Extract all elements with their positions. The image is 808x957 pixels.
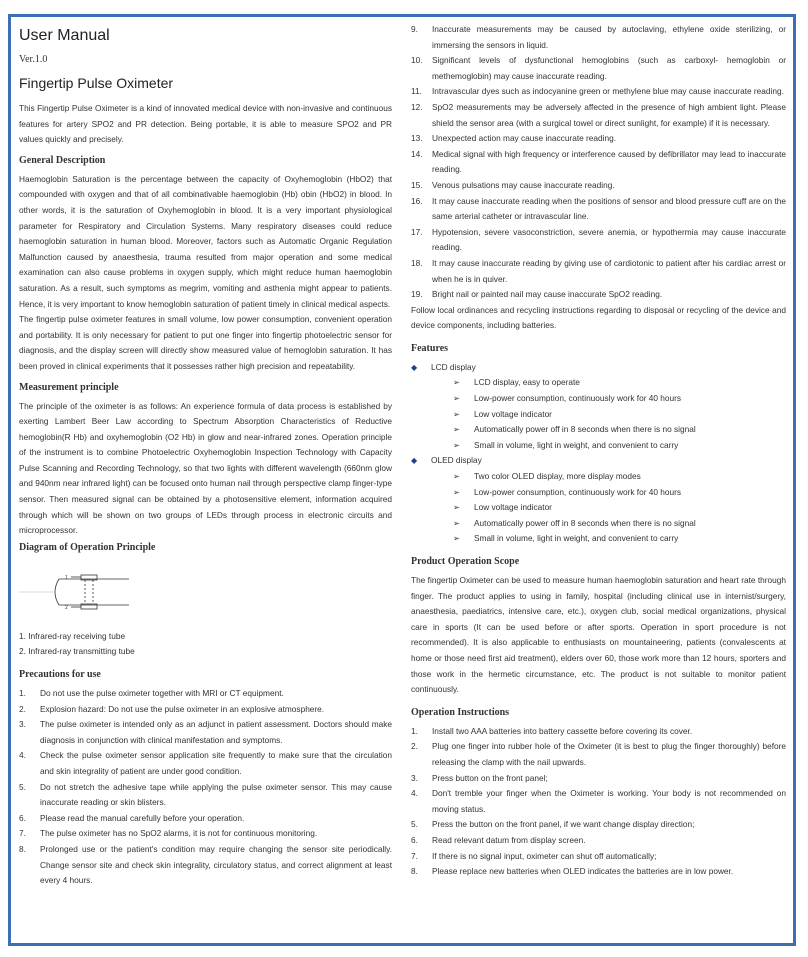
diamond-bullet-icon: ◆ bbox=[411, 362, 418, 372]
list-item-text: Significant levels of dysfunctional hemoglobins (such as carboxyl- hemoglobin or methemoglobin) may cause inaccurate reading. bbox=[432, 55, 786, 81]
finger-outline bbox=[55, 579, 129, 605]
diamond-bullet-icon: ◆ bbox=[411, 456, 418, 466]
list-item bbox=[411, 256, 786, 287]
feature-item bbox=[411, 500, 786, 516]
arrow-bullet-icon: ➢ bbox=[453, 471, 460, 482]
list-item-text: It may cause inaccurate reading by giving use of cardiotonic to patient after his cardiac arrest or when he is in quiver. bbox=[432, 257, 786, 284]
scope-heading: Product Operation Scope bbox=[411, 556, 520, 567]
list-item bbox=[411, 147, 786, 178]
list-item-text: Prolonged use or the patient's condition may require changing the sensor site periodically. Change sensor site and check skin integrality, circulatory status, and correct alignment at least every 4 hours. bbox=[40, 843, 392, 886]
list-item-text: Intravascular dyes such as indocyanine green or methylene blue may cause inaccurate reading. bbox=[432, 86, 784, 97]
list-item-text: Do not stretch the adhesive tape while applying the pulse oximeter sensor. This may cause inaccurate reading or skin blisters. bbox=[40, 781, 392, 808]
arrow-bullet-icon: ➢ bbox=[453, 408, 460, 419]
list-item-number: 12. bbox=[411, 101, 423, 112]
list-item-number: 2. bbox=[411, 741, 418, 752]
list-item-number: 14. bbox=[411, 148, 423, 159]
list-item-text: The pulse oximeter is intended only as an adjunct in patient assessment. Doctors should make diagnosis in conjunction with clinical manifestation and symptoms. bbox=[40, 719, 392, 745]
list-item bbox=[411, 724, 786, 740]
diagram-heading: Diagram of Operation Principle bbox=[19, 541, 156, 553]
precautions-list-right bbox=[411, 22, 786, 303]
list-item-text: The pulse oximeter has no SpO2 alarms, it is not for continuous monitoring. bbox=[40, 828, 318, 839]
list-item-text: Inaccurate measurements may be caused by autoclaving, ethylene oxide sterilizing, or immersing the sensors in liquid. bbox=[432, 24, 786, 50]
list-item bbox=[411, 22, 786, 53]
arrow-bullet-icon: ➢ bbox=[453, 424, 460, 435]
list-item-number: 6. bbox=[19, 812, 26, 823]
finger-sensor-diagram bbox=[19, 565, 139, 620]
list-item-number: 16. bbox=[411, 195, 423, 206]
list-item bbox=[411, 225, 786, 256]
list-item bbox=[19, 811, 392, 827]
list-item-text: Please replace new batteries when OLED indicates the batteries are in low power. bbox=[432, 866, 734, 877]
manual-title: User Manual bbox=[19, 27, 110, 44]
list-item bbox=[19, 826, 392, 842]
list-item-number: 1. bbox=[411, 725, 418, 736]
feature-item-text: Low-power consumption, continuously work for 40 hours bbox=[474, 486, 682, 497]
list-item bbox=[19, 717, 392, 748]
list-item bbox=[411, 194, 786, 225]
list-item-text: Plug one finger into rubber hole of the Oximeter (it is best to plug the finger thoroughly) before releasing the clamp with the nail upwards. bbox=[432, 741, 786, 767]
list-item bbox=[19, 748, 392, 779]
feature-group-title: LCD display bbox=[431, 361, 476, 372]
list-item-number: 19. bbox=[411, 289, 423, 300]
features-heading: Features bbox=[411, 342, 449, 354]
diagram-label-1: 1 bbox=[65, 574, 68, 581]
list-item-text: Install two AAA batteries into battery cassette before covering its cover. bbox=[432, 725, 693, 736]
feature-item-text: Automatically power off in 8 seconds when there is no signal bbox=[474, 424, 696, 435]
list-item-text: It may cause inaccurate reading when the positions of sensor and blood pressure cuff are on the same arterial catheter or intravascular line. bbox=[432, 195, 786, 222]
list-item-number: 3. bbox=[411, 772, 418, 783]
diagram-label-2: 2 bbox=[65, 604, 68, 611]
list-item bbox=[19, 842, 392, 889]
list-item-text: Read relevant datum from display screen. bbox=[432, 834, 586, 845]
list-item bbox=[411, 817, 786, 833]
list-item-number: 7. bbox=[411, 850, 418, 861]
precautions-heading: Precautions for use bbox=[19, 669, 101, 681]
list-item bbox=[411, 833, 786, 849]
feature-group-oled bbox=[411, 453, 786, 469]
feature-group-lcd bbox=[411, 360, 786, 376]
feature-item bbox=[411, 531, 786, 547]
list-item-text: Venous pulsations may cause inaccurate reading. bbox=[432, 179, 615, 190]
feature-item bbox=[411, 407, 786, 423]
list-item-number: 13. bbox=[411, 133, 423, 144]
list-item-text: Medical signal with high frequency or interference caused by defibrillator may lead to inaccurate reading. bbox=[432, 148, 786, 175]
diagram-caption-1: 1. Infrared-ray receiving tube bbox=[19, 630, 126, 641]
precautions-list-left bbox=[19, 686, 392, 889]
feature-item-text: Low voltage indicator bbox=[474, 502, 552, 513]
disposal-paragraph: Follow local ordinances and recycling instructions regarding to disposal or recycling of the device and device components, including batteries. bbox=[411, 304, 786, 331]
list-item bbox=[411, 739, 786, 770]
feature-item-text: Two color OLED display, more display modes bbox=[474, 471, 641, 482]
feature-item-text: Automatically power off in 8 seconds when there is no signal bbox=[474, 517, 696, 528]
list-item-text: Don't tremble your finger when the Oximeter is working. Your body is not recommended on moving status. bbox=[432, 788, 786, 814]
list-item bbox=[19, 686, 392, 702]
principle-paragraph: The principle of the oximeter is as follows: An experience formula of data process is established by exerting Lambert Beer Law according to Spectrum Absorption Characteristics of Reductive hemoglobin(R Hb) and oxyhemoglobin (O2 Hb) in glow and near-infrared zones. Operation principle of the instrument is to combine Photoelectric Oxyhemoglobin Inspection Technology with Capacity Pulse Scanning and Recording Technology, so that two lights with different wavelength (660nm glow and 940nm near infrared light) can be focused onto human nail through perspective clamp finger-type sensor. Then measured signal can be obtained by a photosensitive element, information acquired through which will be shown on two groups of LEDs through process in electronic circuits and microprocessor. bbox=[19, 400, 392, 536]
list-item bbox=[411, 131, 786, 147]
list-item bbox=[19, 702, 392, 718]
list-item-text: SpO2 measurements may be adversely affected in the presence of high ambient light. Please shield the sensor area (with a surgical towel or direct sunlight, for example) if it is necessary. bbox=[432, 101, 786, 128]
principle-heading: Measurement principle bbox=[19, 381, 119, 393]
scope-paragraph: The fingertip Oximeter can be used to measure human haemoglobin saturation and heart rate through finger. The product applies to using in family, hospital (including clinical use in internist/surgery, anaesthesia, paediatrics, intensive care, etc.), oxygen club, social medical organizations, physical care in sports (It can be used before or after sports. Operation in sport procedure is not recommended). It is also applicable to enthusiasts on mountaineering, patients (convalescents at home or those need first aid treatment), elders over 60, those work more than 12 hours, sporters and those work in the hermetic circumstance, etc. The product is not suitable to monitor patient continuously. bbox=[411, 575, 786, 695]
list-item-text: Check the pulse oximeter sensor application site frequently to make sure that the circulation and skin integrality of patient are under good condition. bbox=[40, 750, 392, 776]
list-item bbox=[411, 849, 786, 865]
list-item bbox=[411, 178, 786, 194]
list-item-text: If there is no signal input, oximeter can shut off automatically; bbox=[432, 850, 657, 861]
list-item-number: 4. bbox=[19, 750, 26, 761]
list-item-text: Unexpected action may cause inaccurate reading. bbox=[432, 133, 617, 144]
list-item bbox=[411, 100, 786, 131]
feature-group-title: OLED display bbox=[431, 455, 482, 466]
list-item-number: 5. bbox=[411, 819, 418, 830]
list-item-number: 1. bbox=[19, 688, 26, 699]
list-item bbox=[19, 780, 392, 811]
general-heading: General Description bbox=[19, 154, 106, 166]
list-item-text: Please read the manual carefully before your operation. bbox=[40, 812, 245, 823]
list-item-number: 3. bbox=[19, 719, 26, 730]
general-paragraph-2: The fingertip pulse oximeter features in small volume, low power consumption, convenient operation and portability. It is only necessary for patient to put one finger into fingertip photoelectric sensor for diagnosis, and the display screen will directly show measured value of hemoglobin saturation. It has been proved in clinical experiments that it possesses rather high precision and repeatability. bbox=[19, 314, 392, 371]
feature-item bbox=[411, 438, 786, 454]
list-item-text: Hypotension, severe vasoconstriction, severe anemia, or hypothermia may cause inaccurate reading. bbox=[432, 226, 786, 253]
operation-heading: Operation Instructions bbox=[411, 706, 510, 718]
list-item-number: 15. bbox=[411, 179, 423, 190]
list-item-number: 10. bbox=[411, 55, 423, 66]
feature-item-text: LCD display, easy to operate bbox=[474, 377, 580, 388]
feature-item bbox=[411, 422, 786, 438]
arrow-bullet-icon: ➢ bbox=[453, 502, 460, 513]
lcd-feature-list bbox=[411, 375, 786, 453]
list-item bbox=[411, 287, 786, 303]
list-item-number: 6. bbox=[411, 834, 418, 845]
operation-list bbox=[411, 724, 786, 880]
general-paragraph-1: Haemoglobin Saturation is the percentage between the capacity of Oxyhemoglobin (HbO2) that compounded with oxygen and that of all combinativable haemoglobin (Hb) obin (HbO2) in blood. In other words, it is the saturation of Oxyhemoglobin in blood. It is a very important physiological parameter for Respiratory and Circulation Systems. Many respiratory diseases could reduce haemoglobin saturation in human blood. Moreover, factors such as Automatic Organic Regulation Malfunction caused by anaesthesia, trauma resulted from major operation and some medical examination can also cause problems in oxygen supply, which might reduce human haemoglobin saturation. As a result, such symptoms as megrim, vomiting and asthenia might appear to patients. Hence, it is very important to know hemoglobin saturation of patient timely in clinical medical aspects. bbox=[19, 173, 392, 309]
list-item-text: Explosion hazard: Do not use the pulse oximeter in an explosive atmosphere. bbox=[40, 703, 325, 714]
list-item bbox=[411, 84, 786, 100]
list-item-number: 8. bbox=[411, 866, 418, 877]
intro-paragraph: This Fingertip Pulse Oximeter is a kind of innovated medical device with non-invasive and continuous features for artery SPO2 and PR detection. Being portable, it is able to measure SPO2 and PR values quickly and precisely. bbox=[19, 103, 392, 145]
feature-item bbox=[411, 391, 786, 407]
feature-item-text: Low-power consumption, continuously work for 40 hours bbox=[474, 393, 682, 404]
diagram-caption-2: 2. Infrared-ray transmitting tube bbox=[19, 646, 135, 657]
list-item-number: 8. bbox=[19, 843, 26, 854]
feature-item bbox=[411, 516, 786, 532]
list-item-number: 2. bbox=[19, 703, 26, 714]
arrow-bullet-icon: ➢ bbox=[453, 377, 460, 388]
list-item-number: 7. bbox=[19, 828, 26, 839]
list-item-number: 5. bbox=[19, 781, 26, 792]
feature-item-text: Small in volume, light in weight, and convenient to carry bbox=[474, 533, 679, 544]
list-item bbox=[411, 864, 786, 880]
list-item bbox=[411, 771, 786, 787]
arrow-bullet-icon: ➢ bbox=[453, 486, 460, 497]
list-item-number: 4. bbox=[411, 788, 418, 799]
list-item bbox=[411, 53, 786, 84]
right-column bbox=[411, 22, 786, 880]
list-item-number: 18. bbox=[411, 257, 423, 268]
list-item-number: 9. bbox=[411, 24, 418, 34]
list-item-number: 11. bbox=[411, 86, 422, 97]
arrow-bullet-icon: ➢ bbox=[453, 517, 460, 528]
feature-item bbox=[411, 485, 786, 501]
list-item bbox=[411, 786, 786, 817]
list-item-number: 17. bbox=[411, 226, 423, 237]
feature-item bbox=[411, 469, 786, 485]
arrow-bullet-icon: ➢ bbox=[453, 439, 460, 450]
list-item-text: Press the button on the front panel, if we want change display direction; bbox=[432, 819, 695, 830]
arrow-bullet-icon: ➢ bbox=[453, 533, 460, 544]
list-item-text: Bright nail or painted nail may cause inaccurate SpO2 reading. bbox=[432, 289, 663, 300]
feature-item bbox=[411, 375, 786, 391]
version-label: Ver.1.0 bbox=[19, 54, 48, 65]
feature-item-text: Low voltage indicator bbox=[474, 408, 552, 419]
list-item-text: Press button on the front panel; bbox=[432, 772, 548, 783]
left-column bbox=[19, 22, 392, 889]
arrow-bullet-icon: ➢ bbox=[453, 393, 460, 404]
list-item-text: Do not use the pulse oximeter together with MRI or CT equipment. bbox=[40, 688, 284, 699]
feature-item-text: Small in volume, light in weight, and convenient to carry bbox=[474, 439, 679, 450]
product-title: Fingertip Pulse Oximeter bbox=[19, 75, 174, 91]
oled-feature-list bbox=[411, 469, 786, 547]
